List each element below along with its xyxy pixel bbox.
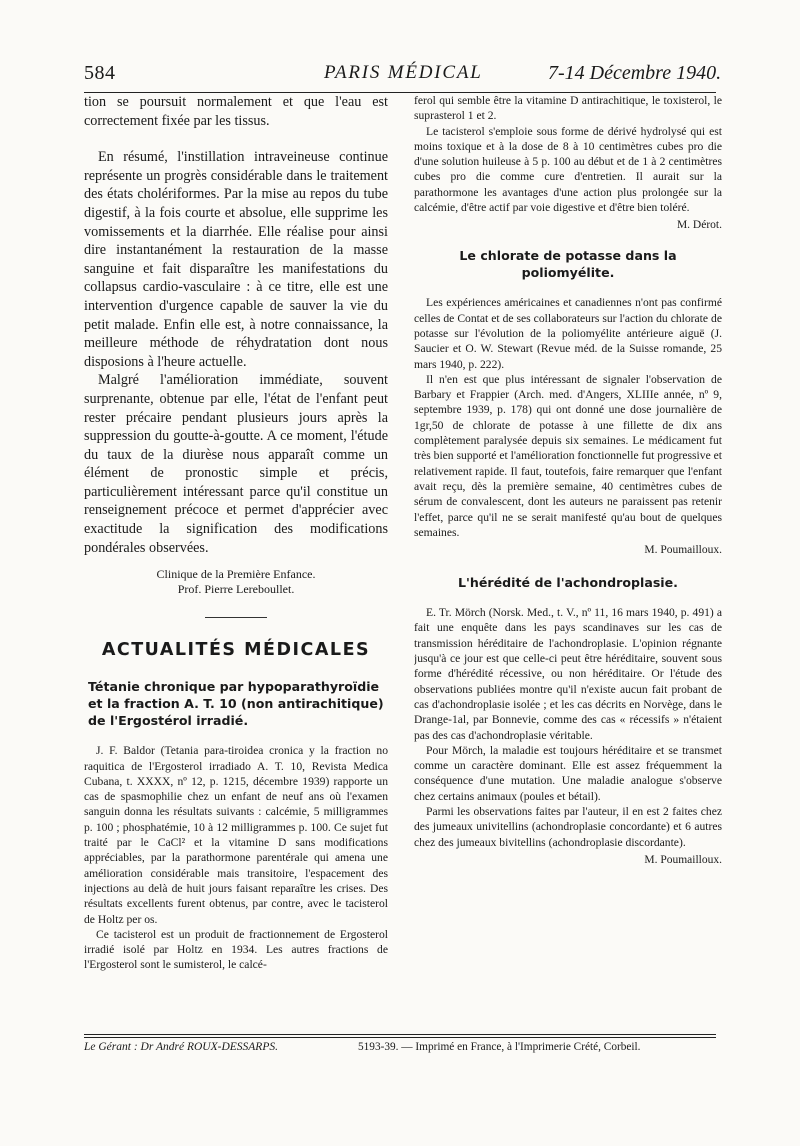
signature: M. Poumailloux. — [644, 544, 722, 557]
spacer — [84, 557, 388, 567]
paragraph: En résumé, l'instillation intraveineuse continue représente un progrès considérable dans le traitement des états cholériformes. Par la mise au repos du tube digestif, à la fois courte et absolue, elle supprime les vomissements et la diarrhée. Elle réalise pour ainsi dire instantanément la restauration de la masse sanguine et fait disparaître les manifestations du collapsus cardio-vasculaire : à ce titre, elle est une intervention d'urgence capable de sauver la vie du petit malade. Enfin elle est, à notre connaissance, la meilleure méthode de réhydratation dont nous disposions à l'heure actuelle. — [84, 149, 388, 370]
footer-rule — [84, 1034, 716, 1035]
issue-date: 7-14 Décembre 1940. — [548, 62, 722, 84]
article-title: L'hérédité de l'achondroplasie. — [458, 575, 678, 591]
article-title: Tétanie chronique par hypoparathyroïdie et la fraction A. T. 10 (non antirachitique) de l'Ergostérol irradié. — [88, 679, 384, 729]
left-column — [84, 93, 388, 1025]
section-heading: ACTUALITÉS MÉDICALES — [101, 640, 371, 661]
footer-printer: 5193-39. — Imprimé en France, à l'Imprimerie Crété, Corbeil. — [358, 1041, 641, 1053]
page-number: 584 — [84, 62, 116, 84]
section-divider — [205, 617, 267, 618]
spacer — [84, 130, 388, 148]
paragraph: Malgré l'amélioration immédiate, souvent surprenante, obtenue par elle, l'état de l'enfant peut rester précaire pendant plusieurs jours après la suppression du goutte-à-goutte. A ce moment, l'étude du taux de la diurèse nous apparaît comme un élément de pronostic simple et précis, particulièrement intéressant parce qu'il constitue un renseignement précoce et permet d'apprécier avec exactitude la signification des modifications pondérales observées. — [84, 372, 388, 556]
signature: M. Poumailloux. — [644, 853, 722, 866]
paragraph: ferol qui semble être la vitamine D antirachitique, le toxisterol, le suprasterol 1 et 2. — [414, 94, 722, 123]
signature-author: Prof. Pierre Lereboullet. — [177, 582, 295, 597]
paragraph: Ce tacisterol est un produit de fractionnement de Ergosterol irradié isolé par Holtz en 1934. Les autres fractions de l'Ergosterol sont le sumisterol, le calcé- — [84, 927, 388, 972]
paragraph: Les expériences américaines et canadiennes n'ont pas confirmé celles de Contat et de ses collaborateurs sur l'action du chlorate de potasse sur l'évolution de la poliomyélite antérieure aiguë (J. Saucier et O. W. Stewart (Revue méd. de la Suisse romande, 25 mars 1940, p. 222). — [414, 296, 722, 371]
paragraph: Il n'en est que plus intéressant de signaler l'observation de Barbary et Frappier (Arch. med. d'Angers, XLIIIe année, nº 9, septembre 1939, p. 178) qui ont donné une dose journalière de 1gr,50 de chlorate de potasse à une fillette de dix ans complètement paralysée depuis six semaines. Le médicament fut très bien supporté et l'amélioration fonctionnelle fut progressive et relativement rapide. Il faut, toutefois, faire remarquer que l'enfant avait reçu, dès la première semaine, 40 centimètres cubes de sérum de convalescent, dont les auteurs ne paraissent pas retenir l'effet, parce qu'il ne se serait manifesté qu'au bout de quelques semaines. — [414, 372, 722, 539]
spacer — [414, 556, 722, 574]
paragraph: Parmi les observations faites par l'auteur, il en est 2 faites chez des jumeaux univitellins (achondroplasie concordante) et 6 autres chez des jumeaux bivitellins (achondroplasie discordante). — [414, 804, 722, 849]
paragraph: E. Tr. Mörch (Norsk. Med., t. V., nº 11, 16 mars 1940, p. 491) a fait une enquête dans les pays scandinaves sur les cas de transmission héréditaire de l'achondroplasie. L'opinion régnante jusqu'à ce jour est que celle-ci peut être héréditaire, souvent sous forme d'hérédité récessive, ou non héréditaire. Or l'étude des observations publiées montre qu'il n'existe aucun fait probant de cas d'achondroplasie isolée ; et les cas décrits en Norvège, dans le Drange-1al, par Bonnevie, comme des cas « récessifs » n'étaient pas des cas d'achondroplasie véritable. — [414, 606, 722, 742]
footer-manager: Le Gérant : Dr André ROUX-DESSARPS. — [84, 1041, 278, 1053]
right-column — [414, 93, 722, 1025]
footer-rule — [84, 1037, 716, 1038]
paragraph: Pour Mörch, la maladie est toujours héréditaire et se transmet comme un caractère dominant. Elle est assez fréquemment la conséquence d'une mutation. Une maladie analogue s'observe chez certains animaux (poules et bétail). — [414, 743, 722, 803]
journal-title: PARIS MÉDICAL — [324, 62, 483, 83]
paragraph: J. F. Baldor (Tetania para-tiroidea cronica y la fraction no raquitica de l'Ergosterol irradiado A. T. 10, Revista Medica Cubana, t. XXXX, nº 12, p. 1215, décembre 1939) rapporte un cas de spasmophilie chez un enfant de neuf ans où l'examen sanguin donna les résultats suivants : calcémie, 5 milligrammes p. 100 ; phosphatémie, 10 à 12 milligrammes p. 100. Ce sujet fut traité par le CaCl² et la vitamine D sans modifications appréciables, par la parathormone parentérale qui amena une amélioration considérable mais transitoire, l'espacement des injections au delà de huit jours faisant reparaître les crises. Des résultats excellents furent obtenus, par contre, avec le tacisterol de Holtz per os. — [84, 744, 388, 926]
paragraph: tion se poursuit normalement et que l'eau est correctement fixée par les tissus. — [84, 94, 388, 129]
spacer — [414, 231, 722, 247]
signature: M. Dérot. — [676, 219, 722, 232]
paragraph: Le tacisterol s'emploie sous forme de dérivé hydrolysé qui est moins toxique et à la dose de 8 à 10 centimètres cubes pro die d'une solution huileuse à 5 p. 100 au début et de 1 à 2 centimètres cubes pro die comme cure d'entretien. Il aurait sur la parathormone les avantages d'une action plus prolongée sur la calcémie, d'être actif par voie digestive et d'être bien toléré. — [414, 124, 722, 215]
signature-affiliation: Clinique de la Première Enfance. — [156, 567, 316, 582]
article-title: Le chlorate de potasse dans la poliomyélite. — [459, 248, 677, 281]
